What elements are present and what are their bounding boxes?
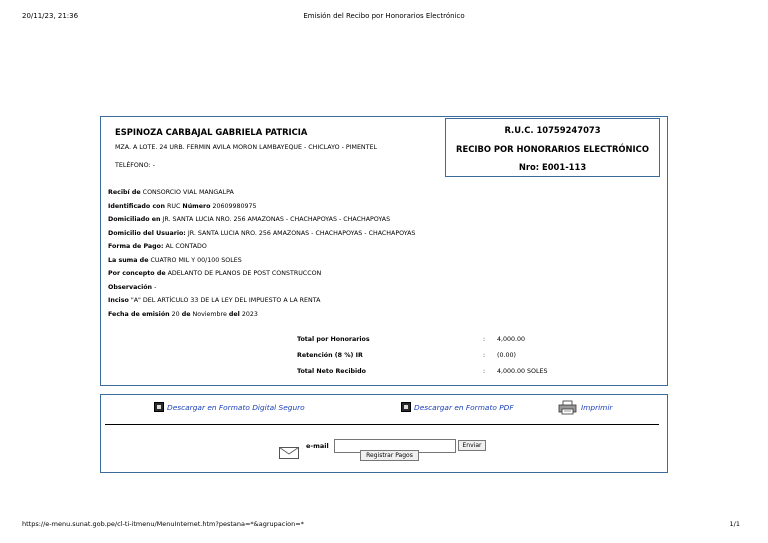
detail-domiciliado: Domiciliado en JR. SANTA LUCIA NRO. 256 AMAZONAS - CHACHAPOYAS - CHACHAPOYAS [108,216,391,223]
print-footer-page: 1/1 [729,520,740,528]
download-icon [154,402,164,412]
total-label: Retención (8 %) IR [297,352,363,359]
document-type: RECIBO POR HONORARIOS ELECTRÓNICO [456,144,649,154]
printer-icon [558,400,578,415]
actions-panel [100,394,668,473]
retencion-row: Retención (8 %) IR : (0.00) [297,352,516,359]
receipt-panel [100,116,668,386]
detail-observacion: Observación - [108,283,157,291]
total-value: (0.00) [497,352,516,359]
detail-forma-pago: Forma de Pago: AL CONTADO [108,243,207,250]
totals-table [297,336,657,384]
register-payments-button[interactable]: Registrar Pagos [360,450,419,461]
detail-concepto: Por concepto de ADELANTO DE PLANOS DE POST CONSTRUCCON [108,270,322,277]
detail-fecha-emision: Fecha de emisión 20 de Noviembre del 2023 [108,310,258,318]
issuer-address: MZA. A LOTE. 24 URB. FERMIN AVILA MORON LAMBAYEQUE - CHICLAYO - PIMENTEL [115,144,377,151]
print-header-title: Emisión del Recibo por Honorarios Electrónico [303,12,465,20]
print-footer-url: https://e-menu.sunat.gob.pe/cl-ti-itmenu/MenuInternet.htm?pestana=*&agrupacion=* [22,520,304,528]
detail-identificado: Identificado con RUC Número 20609980975 [108,202,257,210]
total-honorarios-row: Total por Honorarios : 4,000.00 [297,336,526,343]
download-pdf-link[interactable]: Descargar en Formato PDF [401,402,514,412]
detail-suma: La suma de CUATRO MIL Y 00/100 SOLES [108,256,242,264]
print-link[interactable]: Imprimir [558,400,612,415]
total-label: Total Neto Recibido [297,368,366,375]
total-label: Total por Honorarios [297,336,370,343]
print-header-datetime: 20/11/23, 21:36 [22,12,79,20]
email-label: e-mail [306,442,329,450]
detail-recibi: Recibí de CONSORCIO VIAL MANGALPA [108,189,234,196]
total-value: 4,000.00 SOLES [497,368,548,375]
issuer-name: ESPINOZA CARBAJAL GABRIELA PATRICIA [115,127,308,137]
issuer-phone: TELÉFONO: - [115,162,155,169]
send-button[interactable]: Enviar [458,440,486,451]
receipt-details [108,189,415,324]
envelope-icon [279,447,299,459]
receipt-number: Nro: E001-113 [518,162,587,172]
detail-domicilio-usuario: Domicilio del Usuario: JR. SANTA LUCIA NRO. 256 AMAZONAS - CHACHAPOYAS - CHACHAPOYAS [108,229,416,237]
divider [105,424,659,425]
ruc-box [445,118,660,177]
total-neto-row: Total Neto Recibido : 4,000.00 SOLES [297,368,548,375]
download-icon [401,402,411,412]
detail-inciso: Inciso "A" DEL ARTÍCULO 33 DE LA LEY DEL IMPUESTO A LA RENTA [108,297,321,304]
download-secure-link[interactable]: Descargar en Formato Digital Seguro [154,402,305,412]
total-value: 4,000.00 [497,336,526,343]
ruc-number: R.U.C. 10759247073 [504,125,601,135]
